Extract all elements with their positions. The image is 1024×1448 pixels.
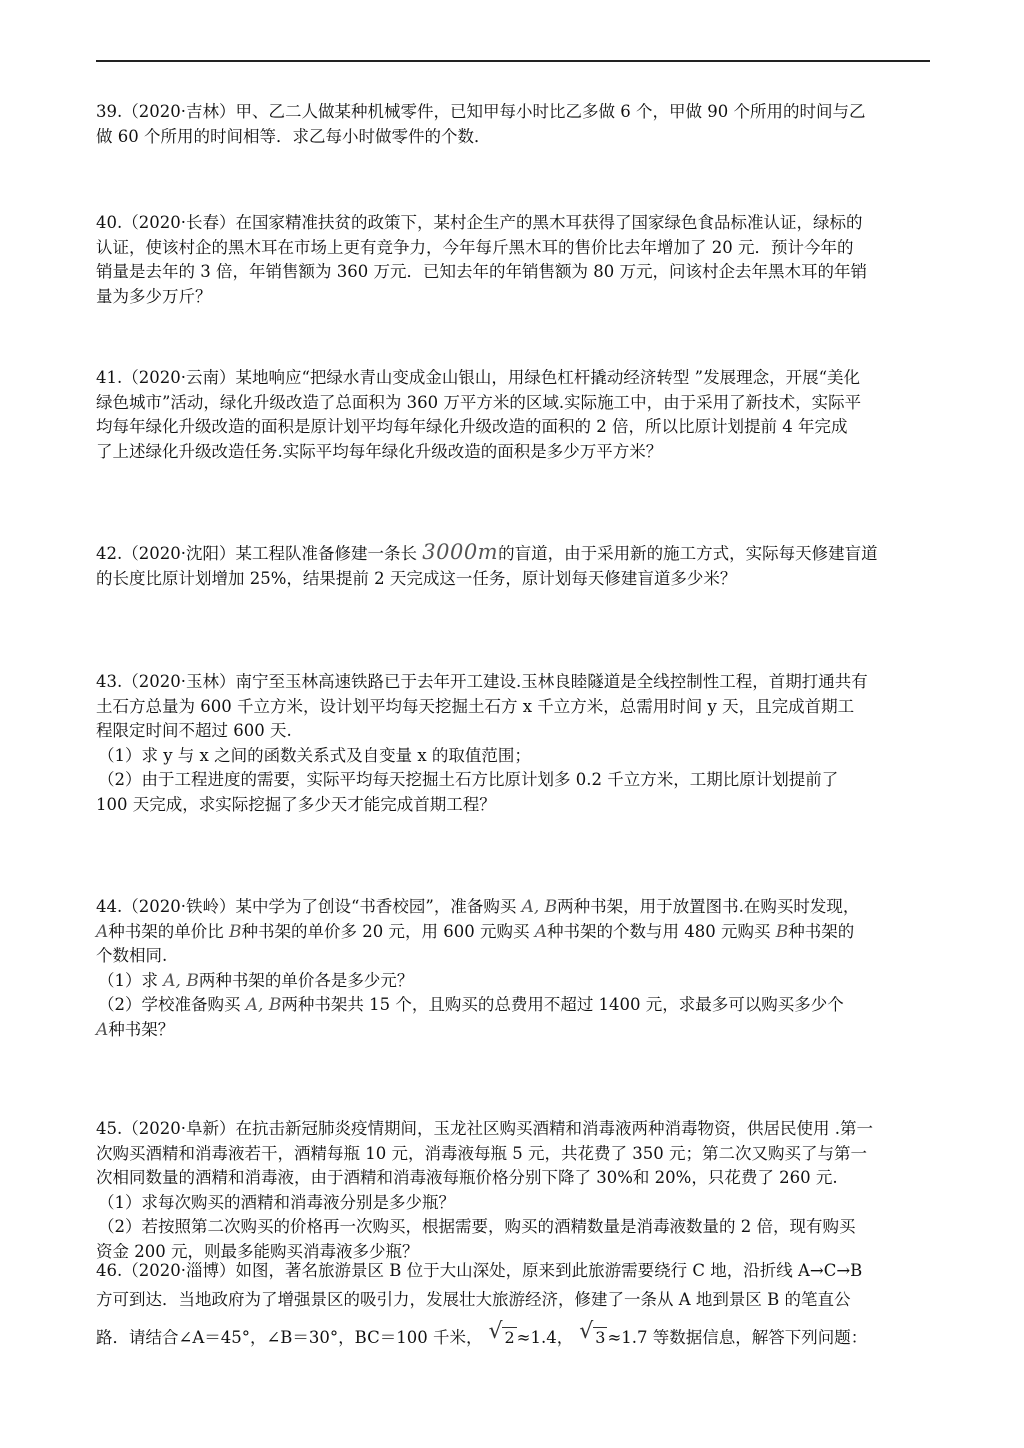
q41-line-1: 41.（2020·云南）某地响应“把绿水青山变成金山银山，用绿色杠杆撬动经济转型 ”发展理念，开展“美化: [96, 368, 861, 387]
q41-line-2: 绿色城市”活动，绿化升级改造了总面积为 360 万平方米的区域.实际施工中，由于采用了新技术，实际平: [96, 392, 862, 412]
q44-text-d: 种书架的单价多 20 元，用 600 元购买: [241, 921, 535, 941]
sqrt-2-formula: [488, 1319, 516, 1351]
header-rule: [96, 60, 930, 62]
q43-line-2: 土石方总量为 600 千立方米，设计划平均每天挖掘土石方 x 千立方米，总需用时间 y 天，且完成首期工: [96, 696, 855, 716]
question-45: [96, 1117, 926, 1264]
q46-line-3: [96, 1319, 926, 1351]
q44-text-c: 种书架的单价比: [108, 921, 230, 941]
question-43: [96, 670, 926, 817]
q45-line-3: 次相同数量的酒精和消毒液，由于酒精和消毒液每瓶价格分别下降了 30%和 20%，只花费了 260 元.: [96, 1168, 838, 1187]
q42-text-a: 42.（2020·沈阳）某工程队准备修建一条长: [96, 544, 423, 563]
q44-line-2: [96, 920, 926, 945]
q44-line-6: [96, 1018, 926, 1043]
q41-line-4: 了上述绿化升级改造任务.实际平均每年绿化升级改造的面积是多少万平方米？: [96, 441, 663, 461]
q44-ab-formula: A, B: [521, 897, 558, 917]
question-46: [96, 1259, 926, 1351]
q40-line-3: 销量是去年的 3 倍，年销售额为 360 万元．已知去年的年销售额为 80 万元，问该村企去年黑木耳的年销: [96, 262, 867, 281]
q39-line-2: 做 60 个所用的时间相等．求乙每小时做零件的个数．: [96, 126, 491, 146]
q41-line-3: 均每年绿化升级改造的面积是原计划平均每年绿化升级改造的面积的 2 倍，所以比原计划提前 4 年完成: [96, 417, 848, 436]
q44-text-a: 44.（2020·铁岭）某中学为了创设“书香校园”，准备购买: [96, 897, 522, 916]
q42-length-formula: 3000m: [422, 540, 499, 564]
q45-line-2: 次购买酒精和消毒液若干，酒精每瓶 10 元，消毒液每瓶 5 元，共花费了 350 元；第二次又购买了与第一: [96, 1143, 867, 1163]
q44-text-j: 两种书架共 15 个，且购买的总费用不超过 1400 元，求最多可以购买多少个: [281, 995, 844, 1014]
q40-line-4: 量为多少万斤？: [96, 286, 212, 306]
q44-text-b: 两种书架，用于放置图书.在购买时发现，: [557, 897, 860, 916]
question-42: [96, 540, 926, 591]
q44-a-formula-2: A: [534, 921, 548, 942]
q40-line-1: 40.（2020·长春）在国家精准扶贫的政策下，某村企生产的黑木耳获得了国家绿色食品标准认证，绿标的: [96, 213, 863, 232]
q43-line-1: 43.（2020·玉林）南宁至玉林高速铁路已于去年开工建设.玉林良睦隧道是全线控制性工程，首期打通共有: [96, 672, 868, 691]
q43-part-2: （2）由于工程进度的需要，实际平均每天挖掘土石方比原计划多 0.2 千立方米，工期比原计划提前了: [98, 770, 839, 789]
q42-line-1: [96, 540, 926, 567]
q45-line-1: 45.（2020·阜新）在抗击新冠肺炎疫情期间，玉龙社区购买酒精和消毒液两种消毒物资，供居民使用 .第一: [96, 1119, 873, 1138]
q45-line-6: 资金 200 元，则最多能购买消毒液多少瓶？: [96, 1241, 419, 1261]
radical-icon: √: [488, 1319, 503, 1344]
q46-text-c: ≈1.7 等数据信息，解答下列问题：: [607, 1328, 868, 1347]
q40-line-2: 认证，使该村企的黑木耳在市场上更有竞争力，今年每斤黑木耳的售价比去年增加了 20 元．预计今年的: [96, 237, 854, 257]
q39-line-1: 39.（2020·吉林）甲、乙二人做某种机械零件，已知甲每小时比乙多做 6 个，甲做 90 个所用的时间与乙: [96, 102, 866, 121]
q45-part-1: （1）求每次购买的酒精和消毒液分别是多少瓶？: [98, 1192, 455, 1212]
q44-ab-formula-3: A, B: [245, 995, 282, 1015]
radical-icon: √: [579, 1319, 594, 1344]
q44-a-formula: A: [96, 921, 109, 942]
q44-part-1: [96, 969, 926, 994]
q43-line-3: 程限定时间不超过 600 天.: [96, 721, 292, 740]
q42-text-b: 的盲道，由于采用新的施工方式，实际每天修建盲道: [498, 544, 878, 563]
question-44: [96, 895, 926, 1042]
sqrt-3-formula: [579, 1319, 607, 1351]
question-40: [96, 211, 926, 309]
sqrt-2-radicand: 2: [504, 1328, 515, 1347]
question-39: [96, 100, 926, 149]
sqrt-3-radicand: 3: [595, 1328, 606, 1347]
q43-line-6: 100 天完成，求实际挖掘了多少天才能完成首期工程？: [96, 794, 496, 814]
q44-line-1: [96, 895, 926, 920]
q44-text-k: 种书架？: [108, 1019, 175, 1039]
q44-text-i: （2）学校准备购买: [98, 995, 246, 1014]
q44-part-2: [96, 993, 926, 1018]
q44-text-g: （1）求: [98, 970, 164, 990]
q44-ab-formula-2: A, B: [163, 970, 199, 991]
q46-text-a: 路．请结合∠A＝45°，∠B＝30°，BC＝100 千米，: [96, 1328, 483, 1347]
q45-part-2: （2）若按照第二次购买的价格再一次购买，根据需要，购买的酒精数量是消毒液数量的 2 倍，现有购买: [98, 1217, 856, 1236]
q44-b-formula-2: B: [775, 921, 789, 942]
q44-line-3: 个数相同.: [96, 946, 168, 965]
q44-text-f: 种书架的: [788, 921, 855, 941]
q44-a-formula-3: A: [96, 1019, 109, 1040]
q44-text-e: 种书架的个数与用 480 元购买: [547, 921, 776, 941]
question-41: [96, 366, 926, 464]
q43-part-1: （1）求 y 与 x 之间的函数关系式及自变量 x 的取值范围；: [98, 745, 531, 765]
q46-text-b: ≈1.4，: [516, 1328, 574, 1347]
q44-b-formula: B: [229, 921, 242, 942]
q46-line-1: 46.（2020·淄博）如图，著名旅游景区 B 位于大山深处，原来到此旅游需要绕行 C 地，沿折线 A→C→B: [96, 1261, 863, 1280]
q42-line-2: 的长度比原计划增加 25%，结果提前 2 天完成这一任务，原计划每天修建盲道多少米？: [96, 568, 737, 588]
q46-line-2: 方可到达．当地政府为了增强景区的吸引力，发展壮大旅游经济，修建了一条从 A 地到景区 B 的笔直公: [96, 1289, 851, 1309]
q44-text-h: 两种书架的单价各是多少元？: [198, 970, 414, 990]
